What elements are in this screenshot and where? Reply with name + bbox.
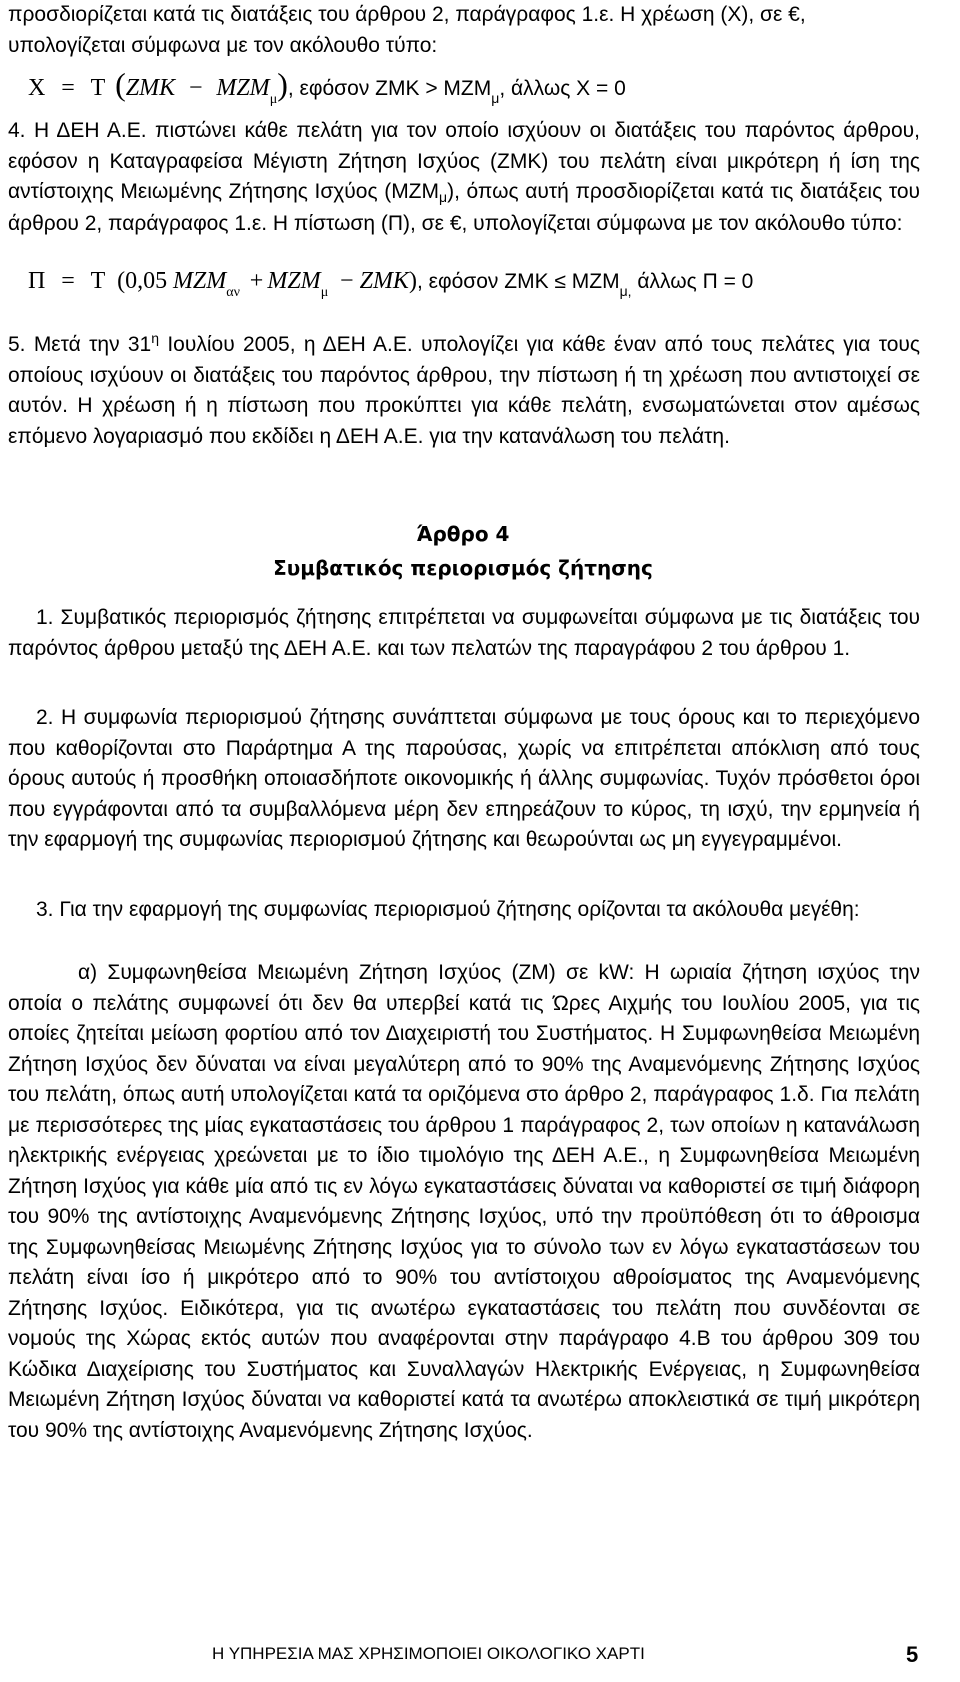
footer-note: Η ΥΠΗΡΕΣΙΑ ΜΑΣ ΧΡΗΣΙΜΟΠΟΙΕΙ ΟΙΚΟΛΟΓΙΚΟ ΧΑΡΤΙ (212, 1644, 645, 1663)
article-title: Συμβατικός περιορισμός ζήτησης (273, 556, 653, 580)
formula-credit-else: άλλως Π = 0 (631, 270, 754, 293)
formula-credit-coef: 0,05 (125, 268, 168, 294)
formula-charge-minus: − (188, 75, 203, 101)
paragraph-5-text-b: Ιουλίου 2005, η ΔΕΗ Α.Ε. υπολογίζει για κάθε έναν από τους πελάτες για τους οποίους ισχύουν οι διατάξεις του παρόντος άρθρου, την πίστωση ή τη χρέωση που αντιστοιχεί σε αυτόν. Η χρέωση ή η πίστωση που προκύπτει για κάθε πελάτη, ενσωματώνεται στον αμέσως επόμενο λογαριασμό που εκδίδει η ΔΕΗ Α.Ε. για την κατανάλωση του πελάτη. (8, 333, 920, 448)
formula-charge (28, 66, 626, 107)
formula-credit-minus: − (340, 268, 354, 294)
article-paragraph-2: 2. Η συμφωνία περιορισμού ζήτησης συνάπτεται σύμφωνα με τους όρους και το περιεχόμενο που καθορίζονται στο Παράρτημα Α της παρούσας, χωρίς να επιτρέπεται απόκλιση από τους όρους αυτούς ή προσθήκη οποιασδήποτε οικονομικής ή άλλης συμφωνίας. Τυχόν πρόσθετοι όροι που εγγράφονται από τα συμβαλλόμενα μέρη δεν επηρεάζουν το κύρος, τη ισχύ, την ερμηνεία ή την εφαρμογή της συμφωνίας περιορισμού ζήτησης και θεωρούνται ως μη εγγεγραμμένοι. (8, 706, 920, 851)
paragraph-intro (8, 0, 920, 61)
intro-line-2: υπολογίζεται σύμφωνα με τον ακόλουθο τύπο: (8, 33, 438, 57)
paragraph-4-text: 4. Η ΔΕΗ Α.Ε. πιστώνει κάθε πελάτη για τον οποίο ισχύουν οι διατάξεις του παρόντος άρθρου, εφόσον η Καταγραφείσα Μέγιστη Ζήτηση Ισχύος (ΖΜΚ) του πελάτη είναι μικρότερη ή ίση της αντίστοιχης Μειωμένης Ζήτησης Ισχύος (ΜΖΜ (8, 119, 920, 203)
formula-credit-mzm1: MZM (172, 268, 227, 294)
paragraph-5-text-a: 5. Μετά την 31 (8, 333, 152, 356)
formula-charge-mzm: MZM (216, 75, 270, 101)
formula-charge-condition: , εφόσον ΖΜΚ > ΜΖΜ (287, 77, 492, 100)
formula-charge-else: , άλλως Χ = 0 (499, 77, 626, 100)
formula-charge-close: ) (277, 66, 288, 102)
formula-credit-condition-sub: μ, (619, 283, 632, 299)
formula-credit-open: ( (117, 268, 126, 294)
formula-charge-eq: = (61, 75, 75, 101)
formula-credit-mzm2: MZM (267, 268, 321, 294)
formula-credit-condition: , εφόσον ΖΜΚ ≤ ΜΖΜ (416, 270, 620, 293)
formula-credit-sub-mu: μ (320, 285, 329, 300)
paragraph-4-sub: μ (439, 189, 448, 205)
formula-charge-lhs: X (28, 75, 46, 101)
formula-credit-eq: = (61, 268, 75, 294)
formula-credit-lhs: Π (28, 268, 46, 294)
article-paragraph-3a: α) Συμφωνηθείσα Μειωμένη Ζήτηση Ισχύος (ΖΜ) σε kW: Η ωριαία ζήτηση ισχύος την οποία ο πελάτης συμφωνεί ότι δεν θα υπερβεί κατά τις Ώρες Αιχμής του Ιουλίου 2005, για τις οποίες ζητείται μείωση φορτίου από τον Διαχειριστή του Συστήματος. Η Συμφωνηθείσα Μειωμένη Ζήτηση Ισχύος δεν δύναται να είναι μεγαλύτερη από το 90% της Αναμενόμενης Ζήτησης Ισχύος του πελάτη, όπως αυτή υπολογίζεται κατά τα οριζόμενα στο άρθρο 2, παράγραφος 1.δ. Για πελάτη με περισσότερες της μίας εγκαταστάσεις του άρθρου 1 παράγραφος 2, των οποίων η κατανάλωση ηλεκτρικής ενέργειας χρεώνεται με το ίδιο τιμολόγιο της ΔΕΗ Α.Ε., η Συμφωνηθείσα Μειωμένη Ζήτηση Ισχύος για κάθε μία από τις εν λόγω εγκαταστάσεις δύναται να καθοριστεί σε τιμή διάφορη του 90% της αντίστοιχης Αναμενόμενης Ζήτησης Ισχύος, υπό την προϋπόθεση ότι το άθροισμα της Συμφωνηθείσας Μειωμένης Ζήτησης Ισχύος για το σύνολο των εν λόγω εγκαταστάσεων του πελάτη είναι ίσο ή μικρότερο από το 90% του αντίστοιχου αθροίσματος της Αναμενόμενης Ζήτησης Ισχύος. Ειδικότερα, για τις ανωτέρω εγκαταστάσεις του πελάτη που συνδέονται σε νομούς της Χώρας εκτός αυτών που αναφέρονται στην παράγραφο 4.Β του άρθρου 309 του Κώδικα Διαχείρισης του Συστήματος και Συναλλαγών Ηλεκτρικής Ενέργειας, η Συμφωνηθείσα Μειωμένη Ζήτηση Ισχύος δύναται να καθοριστεί κατά τα ανωτέρω αποκλειστικά σε τιμή μικρότερη του 90% της αντίστοιχης Αναμενόμενης Ζήτησης Ισχύος. (8, 961, 920, 1442)
article-paragraph-3: 3. Για την εφαρμογή της συμφωνίας περιορισμού ζήτησης ορίζονται τα ακόλουθα μεγέθη: (36, 898, 860, 921)
formula-credit-sub-av: αν (226, 285, 240, 300)
formula-credit-close: ) (408, 268, 417, 294)
formula-charge-zmk: ZMK (125, 75, 176, 101)
paragraph-4 (8, 116, 920, 239)
intro-line-1: προσδιορίζεται κατά τις διατάξεις του άρθρου 2, παράγραφος 1.ε. Η χρέωση (Χ), σε €, (8, 3, 806, 26)
article-number: Άρθρο 4 (416, 522, 510, 546)
formula-charge-open: ( (115, 66, 126, 102)
formula-credit-zmk: ZMK (359, 268, 409, 294)
formula-credit (28, 268, 754, 300)
paragraph-4-end: ), όπως αυτή προσδιορίζεται κατά τις διατάξεις του άρθρου 2, παράγραφος 1.ε. Η πίστωση (Π), σε €, υπολογίζεται σύμφωνα με τον ακόλουθο τύπο: (8, 180, 920, 235)
formula-credit-plus: + (249, 268, 264, 294)
paragraph-5 (8, 323, 920, 452)
paragraph-5-sup: η (151, 330, 160, 346)
formula-charge-condition-sub: μ (491, 90, 500, 106)
formula-charge-T: T (90, 75, 106, 101)
formula-credit-T: T (90, 268, 106, 294)
article-paragraph-1: 1. Συμβατικός περιορισμός ζήτησης επιτρέπεται να συμφωνείται σύμφωνα με τις διατάξεις του παρόντος άρθρου μεταξύ της ΔΕΗ Α.Ε. και των πελατών της παραγράφου 2 του άρθρου 1. (8, 606, 920, 660)
formula-charge-sub: μ (269, 92, 278, 107)
page-number: 5 (906, 1642, 919, 1667)
